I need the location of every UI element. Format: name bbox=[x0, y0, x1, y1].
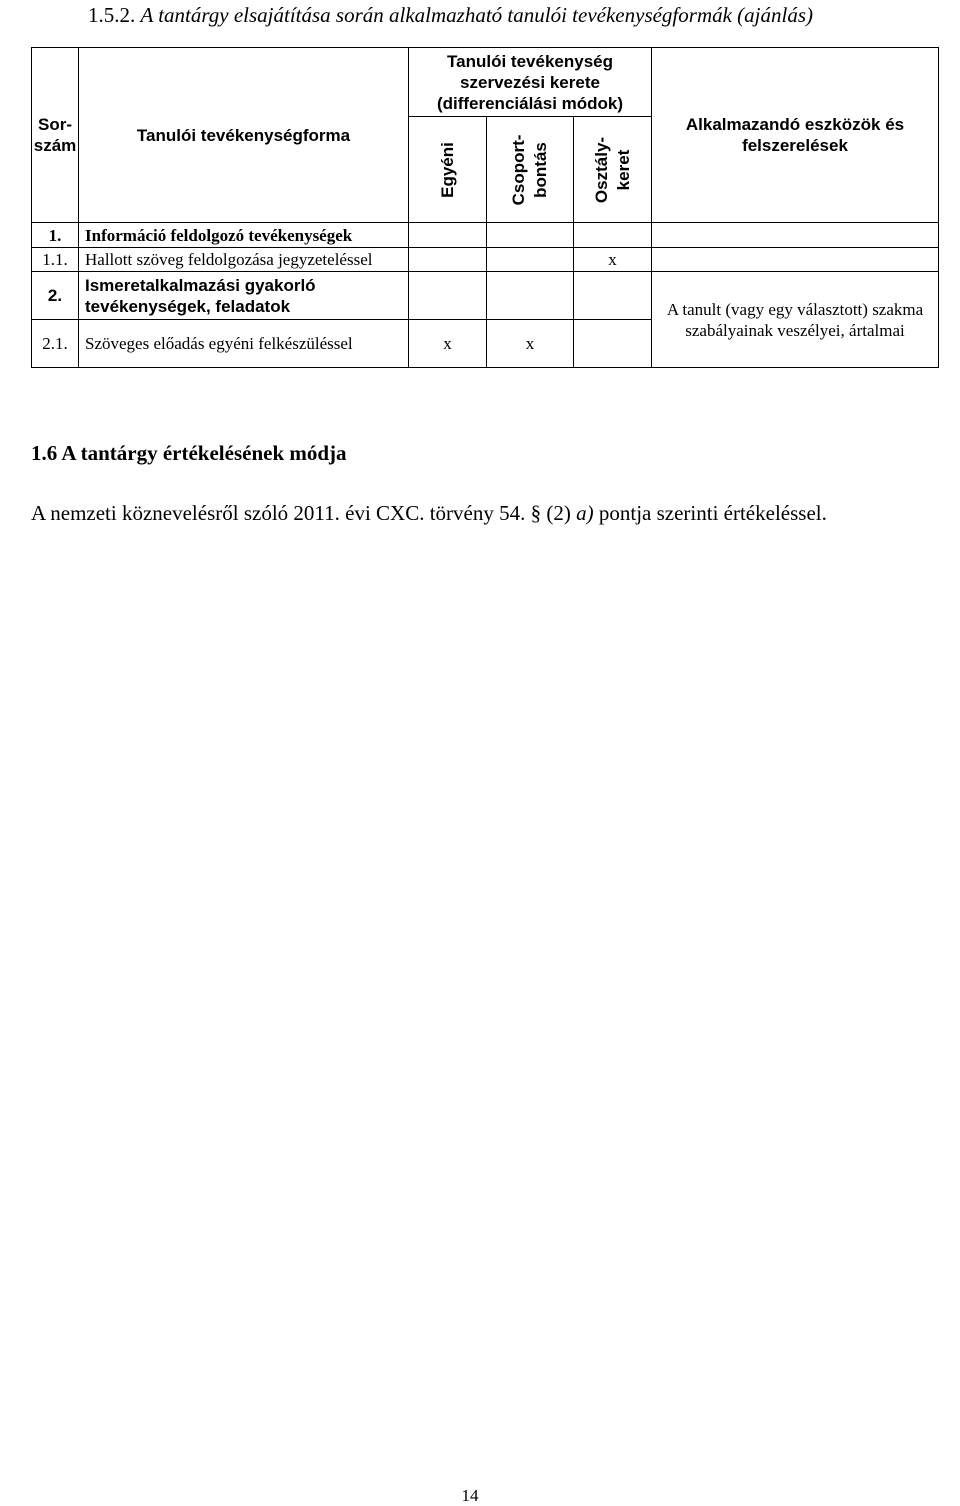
header-osztaly-cell bbox=[574, 117, 652, 223]
row-csoport bbox=[487, 272, 574, 320]
row-egyeni bbox=[409, 223, 487, 248]
header-group-title: Tanulói tevékenység szervezési kerete (differenciálási módok) bbox=[409, 48, 652, 117]
row-num: 1. bbox=[32, 223, 79, 248]
row-csoport: x bbox=[487, 320, 574, 368]
header-csoport: Csoport- bontás bbox=[509, 134, 550, 205]
row-egyeni: x bbox=[409, 320, 487, 368]
row-osztaly bbox=[574, 272, 652, 320]
header-tools: Alkalmazandó eszközök és felszerelések bbox=[652, 48, 939, 223]
para-after: pontja szerinti értékeléssel. bbox=[598, 501, 827, 525]
heading-title: A tantárgy elsajátítása során alkalmazható tanulói tevékenységformák (ajánlás) bbox=[140, 3, 814, 27]
section-paragraph bbox=[31, 498, 937, 528]
table-row bbox=[32, 223, 939, 248]
para-italic: a) bbox=[576, 501, 594, 525]
row-tools: A tanult (vagy egy választott) szakma szabályainak veszélyei, ártalmai bbox=[652, 272, 939, 368]
header-egyeni-cell bbox=[409, 117, 487, 223]
row-osztaly bbox=[574, 223, 652, 248]
table-header-row bbox=[32, 48, 939, 117]
header-egyeni: Egyéni bbox=[437, 141, 457, 198]
activity-table bbox=[31, 47, 939, 368]
header-osztaly: Osztály- keret bbox=[591, 136, 633, 203]
section-heading bbox=[88, 0, 960, 30]
row-text: Információ feldolgozó tevékenységek bbox=[79, 223, 409, 248]
row-num: 2.1. bbox=[32, 320, 79, 368]
header-form: Tanulói tevékenységforma bbox=[79, 48, 409, 223]
row-csoport bbox=[487, 223, 574, 248]
row-text: Hallott szöveg feldolgozása jegyzeteléssel bbox=[79, 248, 409, 272]
row-tools bbox=[652, 248, 939, 272]
row-text: Szöveges előadás egyéni felkészüléssel bbox=[79, 320, 409, 368]
row-egyeni bbox=[409, 272, 487, 320]
header-sorszam: Sor- szám bbox=[32, 48, 79, 223]
row-text: Ismeretalkalmazási gyakorló tevékenységek, feladatok bbox=[79, 272, 409, 320]
table-row bbox=[32, 248, 939, 272]
row-egyeni bbox=[409, 248, 487, 272]
row-osztaly: x bbox=[574, 248, 652, 272]
row-num: 2. bbox=[32, 272, 79, 320]
row-tools bbox=[652, 223, 939, 248]
para-before: A nemzeti köznevelésről szóló 2011. évi CXC. törvény 54. § (2) bbox=[31, 501, 571, 525]
heading-number: 1.5.2. bbox=[88, 3, 136, 27]
row-osztaly bbox=[574, 320, 652, 368]
row-csoport bbox=[487, 248, 574, 272]
page-number: 14 bbox=[461, 1486, 479, 1505]
header-csoport-cell bbox=[487, 117, 574, 223]
table-row bbox=[32, 272, 939, 320]
section-title: 1.6 A tantárgy értékelésének módja bbox=[31, 441, 347, 465]
row-num: 1.1. bbox=[32, 248, 79, 272]
